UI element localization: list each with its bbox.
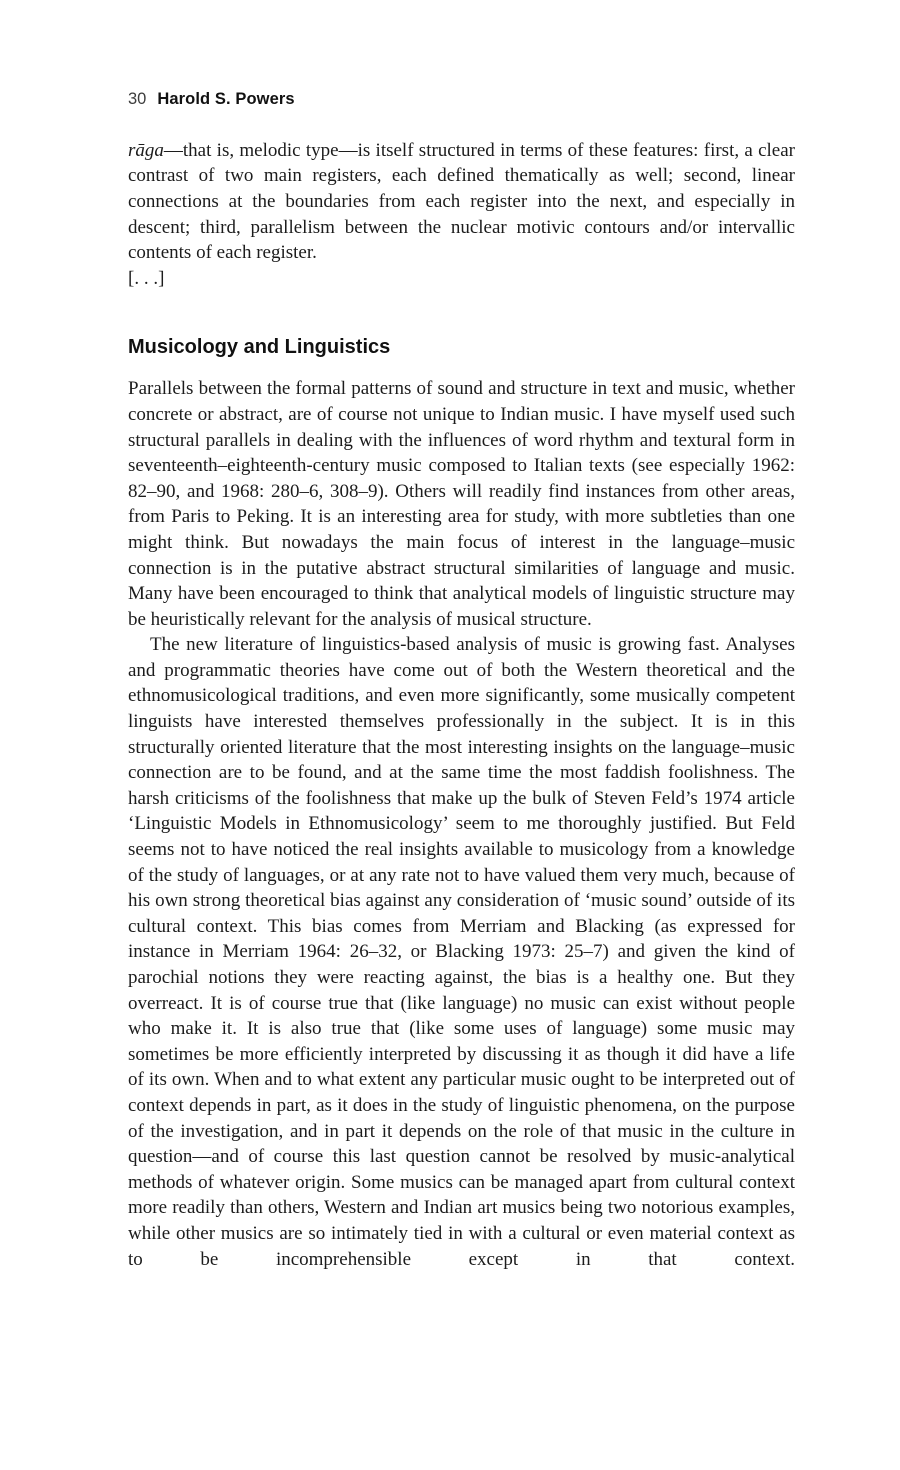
raga-italic-term: rāga [128, 139, 164, 161]
page-body [128, 138, 795, 1272]
page-number: 30 [128, 90, 147, 108]
paragraph-new-literature: The new literature of linguistics-based analysis of music is growing fast. Analyses and programmatic theories have come out of both the Western theoretical and the ethnomusicological traditions, and even more significantly, some musically competent linguists have interested themselves professionally in the subject. It is in this structurally oriented literature that the most interesting insights on the language–music connection are to be found, and at the same time the most faddish foolishness. The harsh criticisms of the foolishness that make up the bulk of Steven Feld’s 1974 article ‘Linguistic Models in Ethnomusicology’ seem to me thoroughly justified. But Feld seems not to have noticed the real insights available to musicology from a knowledge of the study of languages, or at any rate not to have valued them very much, because of his own strong theoretical bias against any consideration of ‘music sound’ outside of its cultural context. This bias comes from Merriam and Blacking (as expressed for instance in Merriam 1964: 26–32, or Blacking 1973: 25–7) and given the kind of parochial notions they were reacting against, the bias is a healthy one. But they overreact. It is of course true that (like language) no music can exist without people who make it. It is also true that (like some uses of language) some music may sometimes be more efficiently interpreted by discussing it as though it did have a life of its own. When and to what extent any particular music ought to be interpreted out of context depends in part, as it does in the study of linguistic phenomena, on the purpose of the investigation, and in part it depends on the role of that music in the culture in question—and of course this last question cannot be resolved by music-analytical methods of whatever origin. Some musics can be managed apart from cultural context more readily than others, Western and Indian art musics being two notorious examples, while other musics are so intimately tied in with a cultural or even material context as to be incomprehensible except in that context. [128, 634, 795, 1270]
paragraph-raga [128, 138, 795, 266]
running-head-title: Harold S. Powers [157, 90, 295, 108]
omission-marker: [. . .] [128, 267, 165, 289]
section-heading: Musicology and Linguistics [128, 336, 391, 359]
paragraph-parallels: Parallels between the formal patterns of sound and structure in text and music, whether concrete or abstract, are of course not unique to Indian music. I have myself used such structural parallels in dealing with the influences of word rhythm and textural form in seventeenth–eighteenth-century music composed to Italian texts (see especially 1962: 82–90, and 1968: 280–6, 308–9). Others will readily find instances from other areas, from Paris to Peking. It is an interesting area for study, with more subtleties than one might think. But nowadays the main focus of interest in the language–music connection is in the putative abstract structural similarities of language and music. Many have been encouraged to think that analytical models of linguistic structure may be heuristically relevant for the analysis of musical structure. [128, 378, 795, 630]
running-header [128, 90, 795, 110]
paragraph-raga-text: —that is, melodic type—is itself structured in terms of these features: first, a clear contrast of two main registers, each defined thematically as well; second, linear connections at the boundaries from each register into the next, and especially in descent; third, parallelism between the nuclear motivic contours and/or intervallic contents of each register. [128, 139, 795, 264]
